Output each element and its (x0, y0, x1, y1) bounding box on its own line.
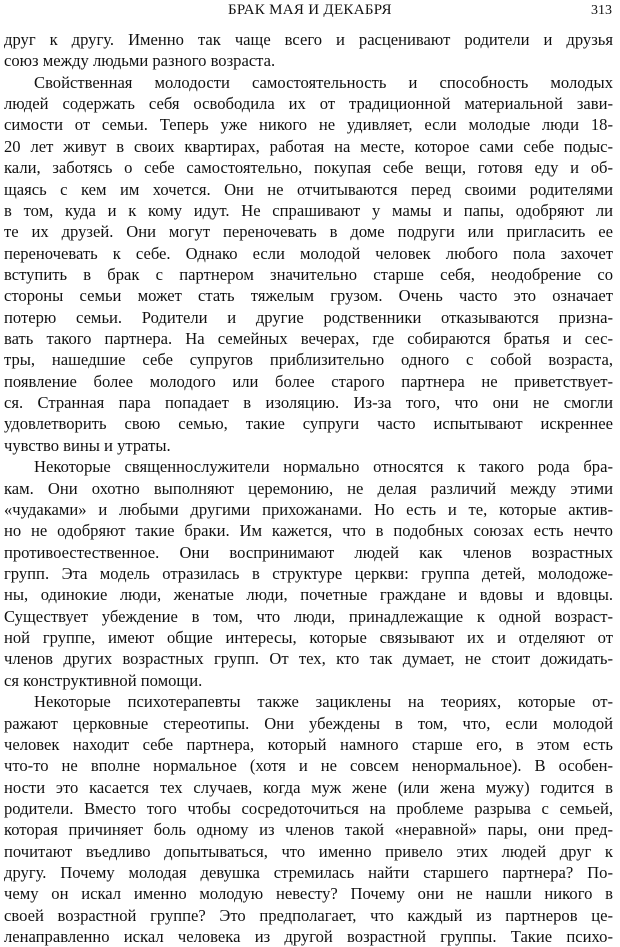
text-line: своей возрастной группе? Это предполагает, что каждый из партнеров це- (4, 905, 613, 925)
text-line: ся. Странная пара попадает в изоляцию. Из-за того, что они не смогли (4, 393, 613, 413)
page-header (0, 2, 620, 22)
text-line: чувство вины и утраты. (4, 435, 171, 455)
text-line: ленаправленно искал человека из другой возрастной группы. Такие психо- (4, 927, 613, 947)
text-line: родители. Вместо того чтобы сосредоточиться на проблеме разрыва с семьей, (4, 798, 613, 818)
text-line: чему он искал именно молодую невесту? Почему они не нашли никого в (4, 884, 613, 904)
text-line: ны, одинокие люди, женатые люди, почетные граждане и вдовы и вдовцы. (4, 585, 613, 605)
text-line: переночевать к себе. Однако если молодой человек любого пола захочет (4, 243, 613, 263)
text-line: Существует убеждение в том, что люди, принадлежащие к одной возраст- (4, 606, 613, 626)
text-line: союз между людьми разного возраста. (4, 51, 276, 71)
text-line: Свойственная молодости самостоятельность и способность молодых (34, 72, 613, 92)
text-line: 20 лет живут в своих квартирах, работая на месте, которое сами себе подыс- (4, 136, 613, 156)
text-line: потерю семьи. Родители и другие родственники отказываются призна- (4, 307, 613, 327)
body-text (4, 29, 613, 947)
text-line: друг к другу. Именно так чаще всего и расценивают родители и друзья (4, 30, 613, 49)
text-line: ся конструктивной помощи. (4, 670, 203, 690)
text-line: почитают въедливо допытываться, что именно привело этих людей друг к (4, 841, 613, 861)
text-line: ности это касается тех случаев, когда муж жене (или жена мужу) годится в (4, 777, 613, 797)
text-line: в том, куда и к кому идут. Не спрашивают у мамы и папы, одобряют ли (4, 200, 613, 220)
text-line: групп. Эта модель отразилась в структуре церкви: группа детей, молодоже- (4, 563, 614, 583)
text-line: человек находит себе партнера, который намного старше его, в этом есть (4, 734, 613, 754)
text-line: членов других возрастных групп. От тех, кто так думает, не стоит дожидать- (4, 649, 613, 669)
text-line: вступить в брак с партнером значительно старше себя, неодобрение со (4, 264, 613, 284)
text-line: симости от семьи. Теперь уже никого не удивляет, если молодые люди 18- (4, 115, 613, 135)
text-line: тры, нашедшие себе супругов приблизительно одного с собой возраста, (4, 350, 613, 370)
text-line: Некоторые священнослужители нормально относятся к такого рода бра- (34, 457, 613, 477)
text-line: «чудаками» и любыми другими прихожанами. Но есть и те, которые актив- (4, 499, 613, 519)
text-line: ражают церковные стереотипы. Они убеждены в том, что, если молодой (4, 713, 613, 733)
text-line: появление более молодого или более старого партнера не приветствует- (4, 371, 613, 391)
text-line: которая причиняет боль одному из членов такой «неравной» пары, они пред- (4, 820, 614, 840)
text-line: но не одобряют такие браки. Им кажется, что в подобных союзах есть нечто (4, 521, 613, 541)
text-line: щаясь с кем им хочется. Они не отчитываются перед своими родителями (4, 179, 613, 199)
text-line: Некоторые психотерапевты также зациклены на теориях, которые от- (34, 692, 613, 712)
text-line: кали, заботясь о себе самостоятельно, покупая себе вещи, готовя еду и об- (4, 158, 613, 178)
text-line: людей содержать себя освободила их от традиционной материальной зави- (4, 94, 613, 114)
text-line: противоестественное. Они воспринимают людей как членов возрастных (4, 542, 613, 562)
page-number: 313 (591, 3, 612, 18)
running-title: БРАК МАЯ И ДЕКАБРЯ (228, 2, 392, 18)
text-line: удовлетворить свою семью, такие супруги часто испытывают искреннее (4, 414, 613, 434)
text-line: что-то не вполне нормальное (хотя и не совсем ненормальное). В особен- (4, 756, 613, 776)
text-line: другу. Почему молодая девушка стремилась найти старшего партнера? По- (4, 863, 613, 883)
text-line: те их друзей. Они могут переночевать в доме подруги или пригласить ее (4, 222, 614, 242)
text-line: ной группе, имеют общие интересы, которые связывают их и отделяют от (4, 628, 613, 648)
text-line: вать такого партнера. На семейных вечерах, где собираются братья и сес- (4, 329, 613, 349)
text-line: кам. Они охотно выполняют церемонию, не делая различий между этими (4, 478, 613, 498)
text-line: стороны семьи может стать тяжелым грузом. Очень часто это означает (4, 286, 613, 306)
